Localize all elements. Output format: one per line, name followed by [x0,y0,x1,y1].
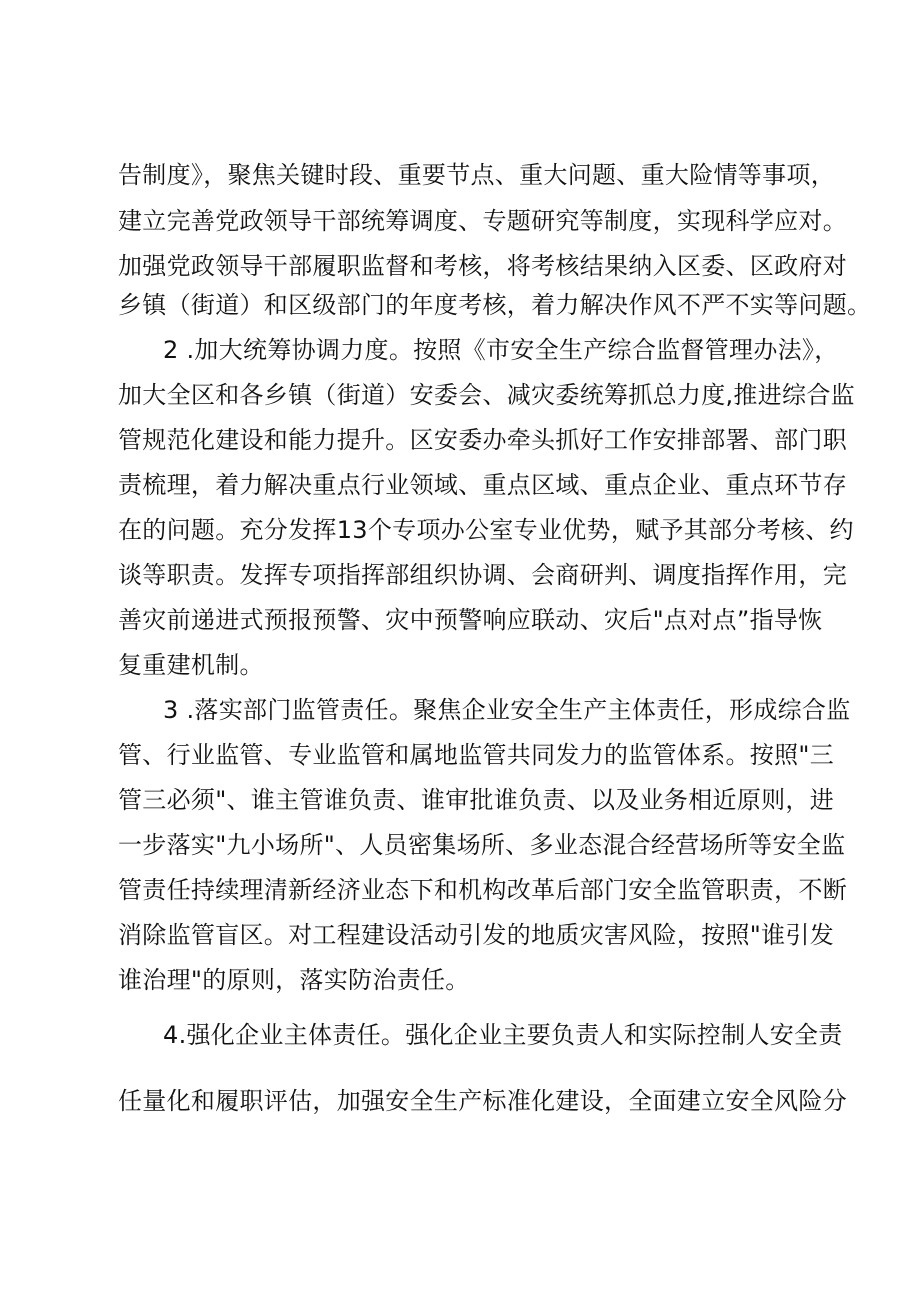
body-text-line: 谁治理"的原则，落实防治责任。 [118,966,470,994]
body-text-line: 一步落实"九小场所"、人员密集场所、多业态混合经营场所等安全监 [118,831,846,859]
body-text-line: 管责任持续理清新经济业态下和机构改革后部门安全监管职责，不断 [118,876,847,904]
body-text-line: 责梳理，着力解决重点行业领域、重点区域、重点企业、重点环节存 [118,471,847,499]
body-text-line: 管、行业监管、专业监管和属地监管共同发力的监管体系。按照"三 [118,741,835,769]
body-text-line: 管三必须"、谁主管谁负责、谁审批谁负责、以及业务相近原则，进 [118,786,835,814]
body-text-line: 在的问题。充分发挥13个专项办公室专业优势，赋予其部分考核、约 [118,516,854,544]
body-text-line: 管规范化建设和能力提升。区安委办牵头抓好工作安排部署、部门职 [118,426,847,454]
body-text-line: 建立完善党政领导干部统筹调度、专题研究等制度，实现科学应对。 [118,207,847,235]
body-text-line: 乡镇（街道）和区级部门的年度考核，着力解决作风不严不实等问题。 [118,291,872,319]
body-text-line: 加大全区和各乡镇（街道）安委会、减灾委统筹抓总力度,推进综合监 [118,381,855,409]
body-text-line: 告制度》，聚焦关键时段、重要节点、重大问题、重大险情等事项， [118,161,835,189]
body-text-line: 加强党政领导干部履职监督和考核，将考核结果纳入区委、区政府对 [118,252,847,280]
body-text-line: 复重建机制。 [118,651,264,679]
paragraph-2-first-line: 2 .加大统筹协调力度。按照《市安全生产综合监督管理办法》， [163,336,839,364]
body-text-line: 善灾前递进式预报预警、灾中预警响应联动、灾后"点对点”指导恢 [118,606,823,634]
paragraph-3-first-line: 3 .落实部门监管责任。聚焦企业安全生产主体责任，形成综合监 [163,696,851,724]
body-text-line: 谈等职责。发挥专项指挥部组织协调、会商研判、调度指挥作用，完 [118,561,847,589]
body-text-line: 消除监管盲区。对工程建设活动引发的地质灾害风险，按照"谁引发 [118,921,835,949]
paragraph-4-first-line: 4.强化企业主体责任。强化企业主要负责人和实际控制人安全责 [163,1021,843,1049]
body-text-line: 任量化和履职评估，加强安全生产标准化建设，全面建立安全风险分 [118,1087,847,1115]
